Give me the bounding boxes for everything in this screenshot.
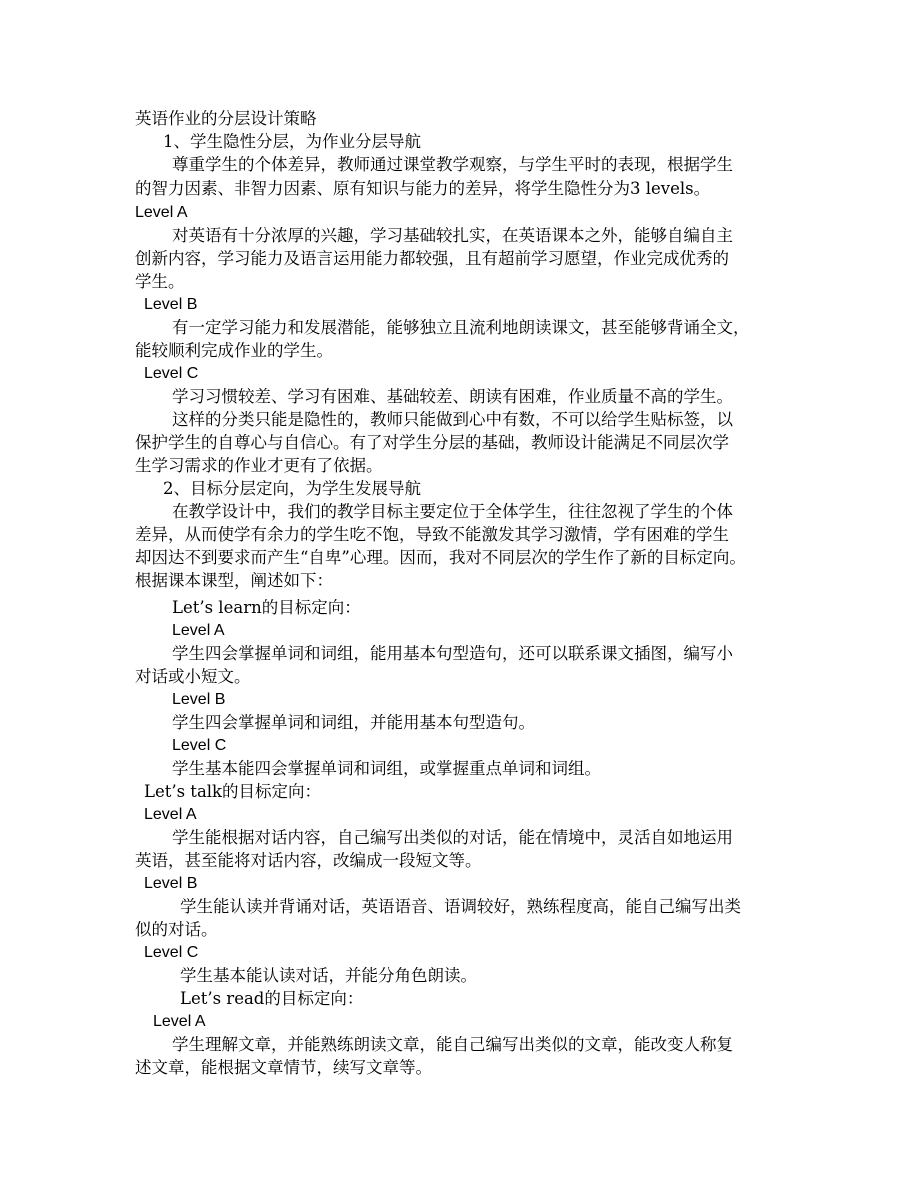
paragraph-line: 差异，从而使学有余力的学生吃不饱，导致不能激发其学习激情，学有困难的学生: [135, 525, 729, 544]
level-label: Level B: [144, 875, 198, 892]
paragraph-line: 学生四会掌握单词和词组，能用基本句型造句，还可以联系课文插图，编写小: [172, 644, 733, 663]
level-label: Level A: [144, 806, 197, 823]
paragraph-line: 保护学生的自尊心与自信心。有了对学生分层的基础，教师设计能满足不同层次学: [135, 433, 729, 452]
paragraph-line: 学生基本能认读对话，并能分角色朗读。: [180, 966, 477, 985]
level-label: Level B: [144, 296, 198, 313]
paragraph-line: 有一定学习能力和发展潜能，能够独立且流利地朗读课文，甚至能够背诵全文，: [172, 318, 750, 337]
section-heading-2: 2、目标分层定向，为学生发展导航: [163, 479, 421, 498]
level-label: Level C: [144, 365, 199, 382]
paragraph-line: 对英语有十分浓厚的兴趣，学习基础较扎实，在英语课本之外，能够自编自主: [172, 226, 733, 245]
level-label: Level A: [153, 1013, 206, 1030]
level-label: Level B: [172, 691, 226, 708]
paragraph-line: 这样的分类只能是隐性的，教师只能做到心中有数，不可以给学生贴标签，以: [172, 410, 733, 429]
level-label: Level A: [135, 204, 188, 221]
paragraph-line: 创新内容，学习能力及语言运用能力都较强，且有超前学习愿望，作业完成优秀的: [135, 249, 729, 268]
paragraph-line: 学生能根据对话内容，自己编写出类似的对话，能在情境中，灵活自如地运用: [172, 828, 733, 847]
paragraph-line: 生学习需求的作业才更有了依据。: [135, 456, 383, 475]
paragraph-line: 学生能认读并背诵对话，英语语音、语调较好，熟练程度高，能自己编写出类: [180, 897, 741, 916]
document-title: 英语作业的分层设计策略: [135, 109, 317, 128]
subheading-lets-talk: Let’s talk的目标定向：: [144, 782, 322, 801]
paragraph-line: 学生。: [135, 272, 185, 291]
paragraph-line: 英语，甚至能将对话内容，改编成一段短文等。: [135, 851, 482, 870]
paragraph-line: 在教学设计中，我们的教学目标主要定位于全体学生，往往忽视了学生的个体: [172, 502, 733, 521]
level-label: Level C: [172, 737, 227, 754]
subheading-lets-learn: Let’s learn的目标定向：: [172, 598, 361, 617]
subheading-lets-read: Let’s read的目标定向：: [180, 989, 364, 1008]
paragraph-line: 述文章，能根据文章情节，续写文章等。: [135, 1058, 432, 1077]
paragraph-line: 学生四会掌握单词和词组，并能用基本句型造句。: [172, 713, 535, 732]
paragraph-line: 学生基本能四会掌握单词和词组，或掌握重点单词和词组。: [172, 759, 601, 778]
level-label: Level C: [144, 944, 199, 961]
level-label: Level A: [172, 622, 225, 639]
paragraph-line: 能较顺利完成作业的学生。: [135, 341, 333, 360]
paragraph-line: 似的对话。: [135, 920, 218, 939]
paragraph-line: 学习习惯较差、学习有困难、基础较差、朗读有困难，作业质量不高的学生。: [172, 387, 733, 406]
paragraph-line: 的智力因素、非智力因素、原有知识与能力的差异，将学生隐性分为3 levels。: [135, 179, 711, 198]
paragraph-line: 对话或小短文。: [135, 667, 251, 686]
paragraph-line: 根据课本课型，阐述如下：: [135, 571, 333, 590]
paragraph-line: 学生理解文章，并能熟练朗读文章，能自己编写出类似的文章，能改变人称复: [172, 1035, 733, 1054]
section-heading-1: 1、学生隐性分层，为作业分层导航: [163, 132, 421, 151]
paragraph-line: 尊重学生的个体差异，教师通过课堂教学观察，与学生平时的表现，根据学生: [172, 155, 733, 174]
paragraph-line: 却因达不到要求而产生“自卑”心理。因而，我对不同层次的学生作了新的目标定向。: [135, 548, 746, 567]
